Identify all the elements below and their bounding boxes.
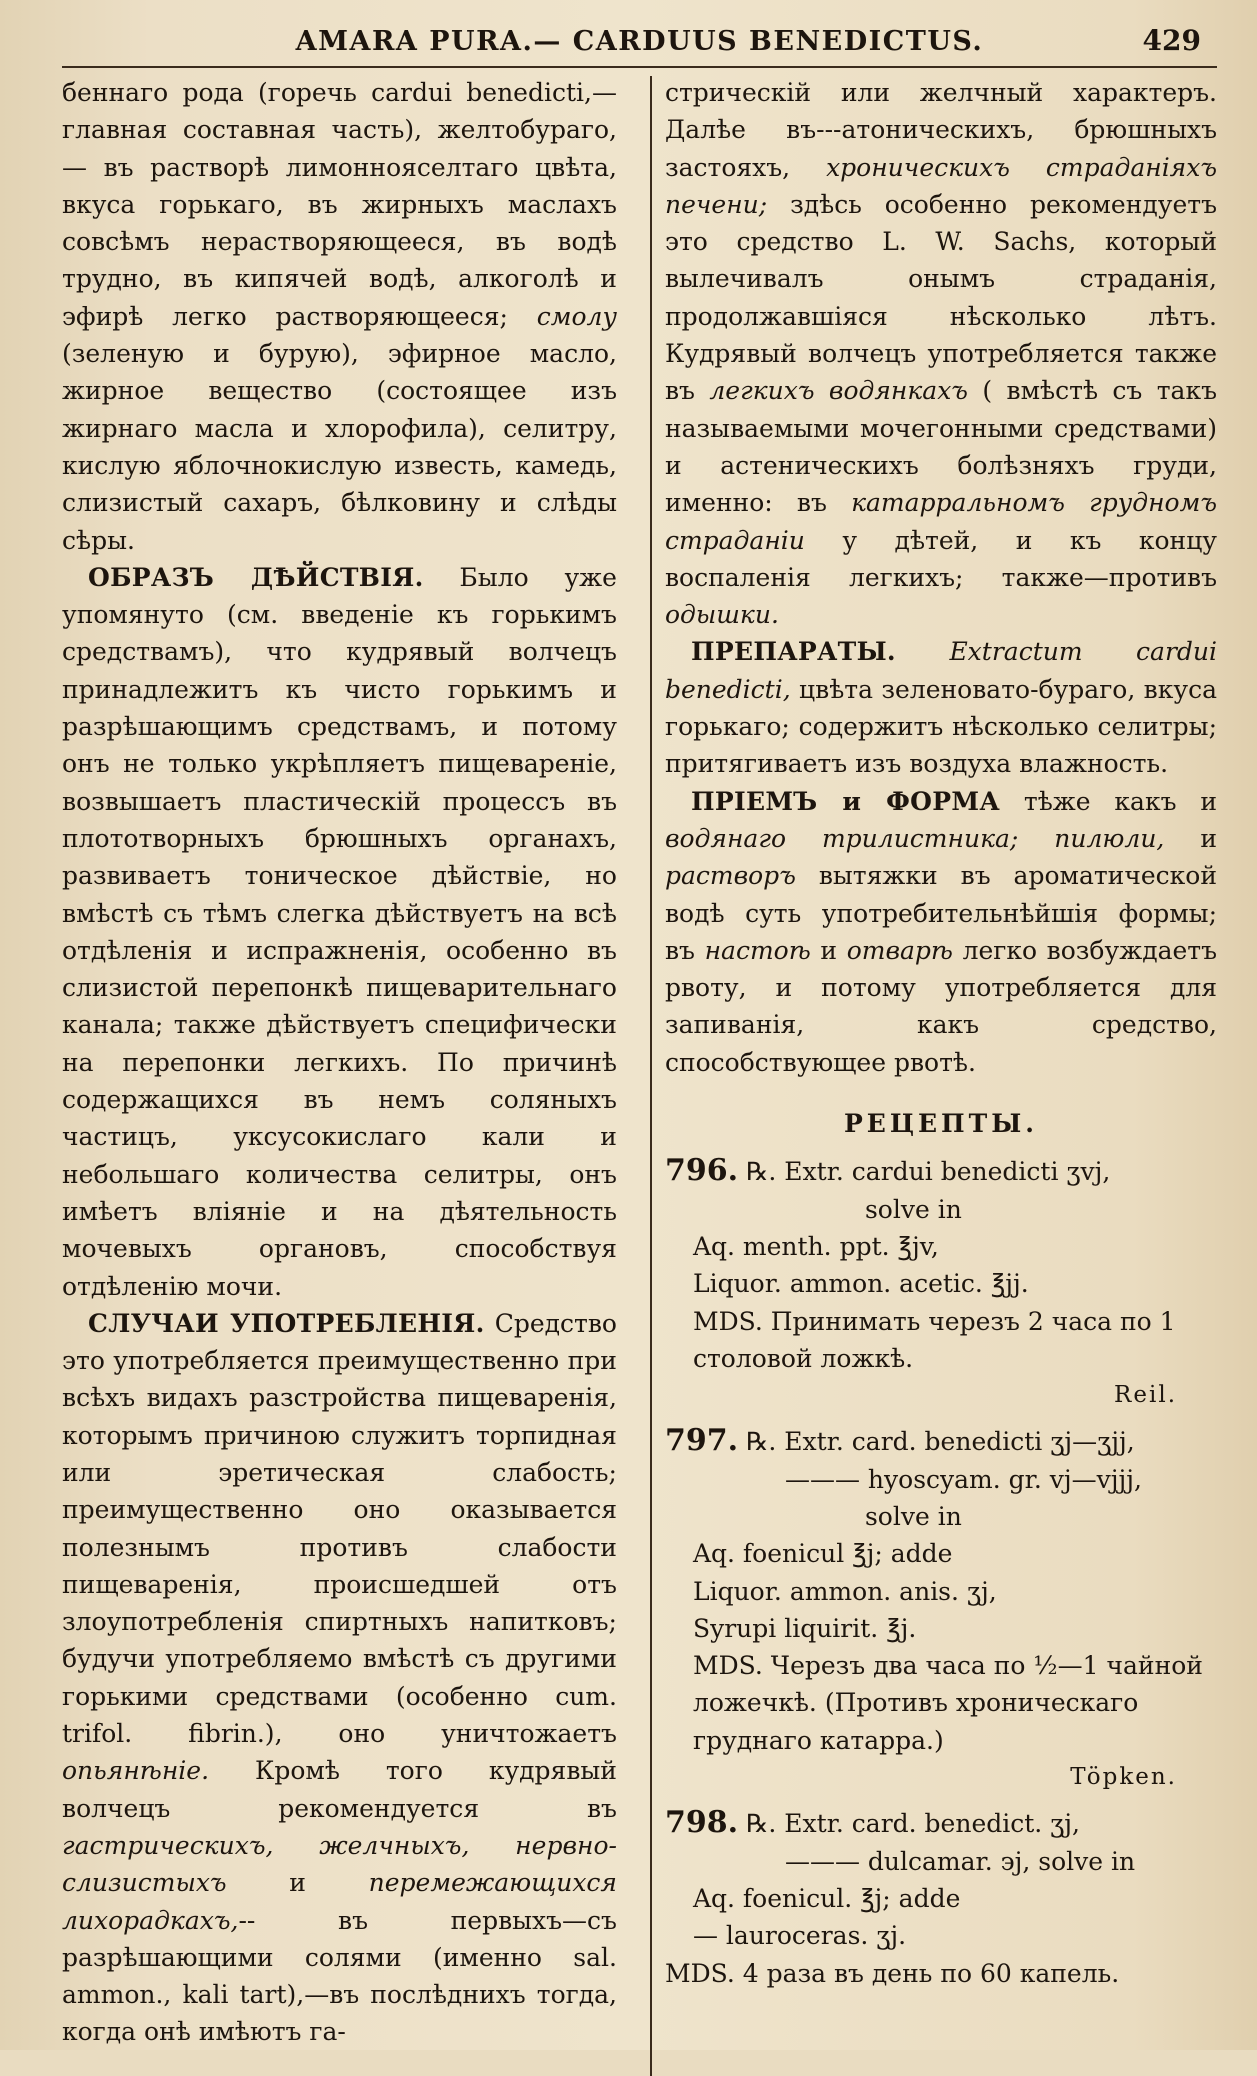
paragraph-usage: СЛУЧАИ УПОТРЕБЛЕНІЯ. Средство это употребляется преимущественно при всѣхъ видахъ разстройства пищеваренія, которымъ причиною служитъ торпидная или эретическая слабость; преимущественно оно оказывается полезнымъ противъ слабости пищеваренія, происшедшей отъ злоупотребленія спиртныхъ напитковъ; будучи употребляемо вмѣстѣ съ другими горькими средствами (особенно cum. trifol. fibrin.), оно уничтожаетъ опьянѣніе. Кромѣ того кудрявый волчецъ рекомендуется въ гастрическихъ, желчныхъ, нервно-слизистыхъ и перемежающихся лихорадкахъ,-- въ первыхъ—съ разрѣшающими солями (именно sal. ammon., kali tart),—въ послѣднихъ тогда, когда онѣ имѣютъ га- — [62, 1308, 617, 2047]
running-header — [62, 22, 1217, 68]
left-column — [62, 74, 617, 2051]
paragraph-composition: беннаго рода (горечь cardui benedicti,— главная составная часть), желтобураго,— въ растворѣ лимоннояселтаго цвѣта, вкуса горькаго, въ жирныхъ маслахъ совсѣмъ нерастворяющееся, въ водѣ трудно, въ кипячей водѣ, алкоголѣ и эфирѣ легко растворяющееся; смолу (зеленую и бурую), эфирное масло, жирное вещество (состоящее изъ жирнаго масла и хлорофила), селитру, кислую яблочнокислую известь, камедь, слизистый сахаръ, бѣлковину и слѣды сѣры. — [62, 78, 617, 555]
right-column — [665, 74, 1217, 2051]
recipe-author: Töpken. — [1070, 1764, 1177, 1791]
recipe-798: 798. ℞. Extr. card. benedict. ʒj, ——— dulcamar. ϶j, solve in Aq. foenicul. ℥j; adde — lauroceras. ʒj. MDS. 4 раза въ день по 60 капель. — [664, 1805, 1136, 1988]
section-heading-preparations: ПРЕПАРАТЫ. — [690, 637, 896, 667]
paragraph-dosage: ПРІЕМЪ и ФОРМА тѣже какъ и водянаго трилистника; пилюли, и растворъ вытяжки въ ароматической водѣ суть употребительнѣйшія формы; въ настоѣ и отварѣ легко возбуждаетъ рвоту, и потому употребляется для запиванія, какъ средство, способствующее рвотѣ. — [664, 786, 1218, 1077]
column-divider — [650, 76, 652, 2076]
recipe-797: 797. ℞. Extr. card. benedicti ʒj—ʒjj, ——— hyoscyam. gr. vj—vjjj, solve in Aq. foenicul ℥j; adde Liquor. ammon. anis. ʒj, Syrupi liquirit. ℥j. MDS. Черезъ два часа по ½—1 чайной ложечкѣ. (Противъ хроническаго груднаго катарра.) Töpken. — [665, 1422, 1217, 1796]
recipe-number: 798. — [664, 1805, 739, 1841]
recipe-number: 797. — [664, 1423, 739, 1459]
text-columns — [62, 74, 1217, 2051]
paragraph-usage-cont: стрическій или желчный характеръ. Далѣе въ---атоническихъ, брюшныхъ застояхъ, хроническихъ страданіяхъ печени; здѣсь особенно рекомендуетъ это средство L. W. Sachs, который вылечивалъ онымъ страданія, продолжавшіяся нѣсколько лѣтъ. Кудрявый волчецъ употребляется также въ легкихъ водянкахъ ( вмѣстѣ съ такъ называемыми мочегонными средствами) и астеническихъ болѣзняхъ груди, именно: въ катарральномъ грудномъ страданіи у дѣтей, и къ концу воспаленія легкихъ; также—противъ одышки. — [664, 78, 1218, 630]
section-heading-action: ОБРАЗЪ ДѢЙСТВІЯ. — [88, 562, 424, 592]
recipe-number: 796. — [664, 1153, 739, 1189]
recipes-heading: РЕЦЕПТЫ. — [843, 1109, 1038, 1139]
page-number: 429 — [1142, 24, 1201, 57]
paragraph-preparations: ПРЕПАРАТЫ. Extractum cardui benedicti, цвѣта зеленовато-бураго, вкуса горькаго; содержитъ нѣсколько селитры; притягиваетъ изъ воздуха влажность. — [664, 637, 1218, 779]
paragraph-action: ОБРАЗЪ ДѢЙСТВІЯ. Было уже упомянуто (см. введеніе къ горькимъ средствамъ), что кудрявый волчецъ принадлежитъ къ чисто горькимъ и разрѣшающимъ средствамъ, и потому онъ не только укрѣпляетъ пищевареніе, возвышаетъ пластическій процессъ въ плототворныхъ брюшныхъ органахъ, развиваетъ тоническое дѣйствіе, но вмѣстѣ съ тѣмъ слегка дѣйствуетъ на всѣ отдѣленія и испражненія, особенно въ слизистой перепонкѣ пищеварительнаго канала; также дѣйствуетъ специфически на перепонки легкихъ. По причинѣ содержащихся въ немъ соляныхъ частицъ, уксусокислаго кали и небольшаго количества селитры, онъ имѣетъ вліяніе и на дѣятельность мочевыхъ органовъ, способствуя отдѣленію мочи. — [62, 562, 617, 1301]
recipe-796: 796. ℞. Extr. cardui benedicti ʒvj, solve in Aq. menth. ppt. ℥jv, Liquor. ammon. acetic. ℥jj. MDS. Принимать черезъ 2 часа по 1 столовой ложкѣ. Reil. — [665, 1152, 1217, 1414]
section-heading-usage: СЛУЧАИ УПОТРЕБЛЕНІЯ. — [88, 1308, 485, 1338]
recipe-author: Reil. — [1114, 1382, 1177, 1409]
section-heading-dosage: ПРІЕМЪ и ФОРМА — [690, 786, 1000, 816]
header-title: AMARA PURA.— CARDUUS BENEDICTUS. — [295, 26, 984, 57]
